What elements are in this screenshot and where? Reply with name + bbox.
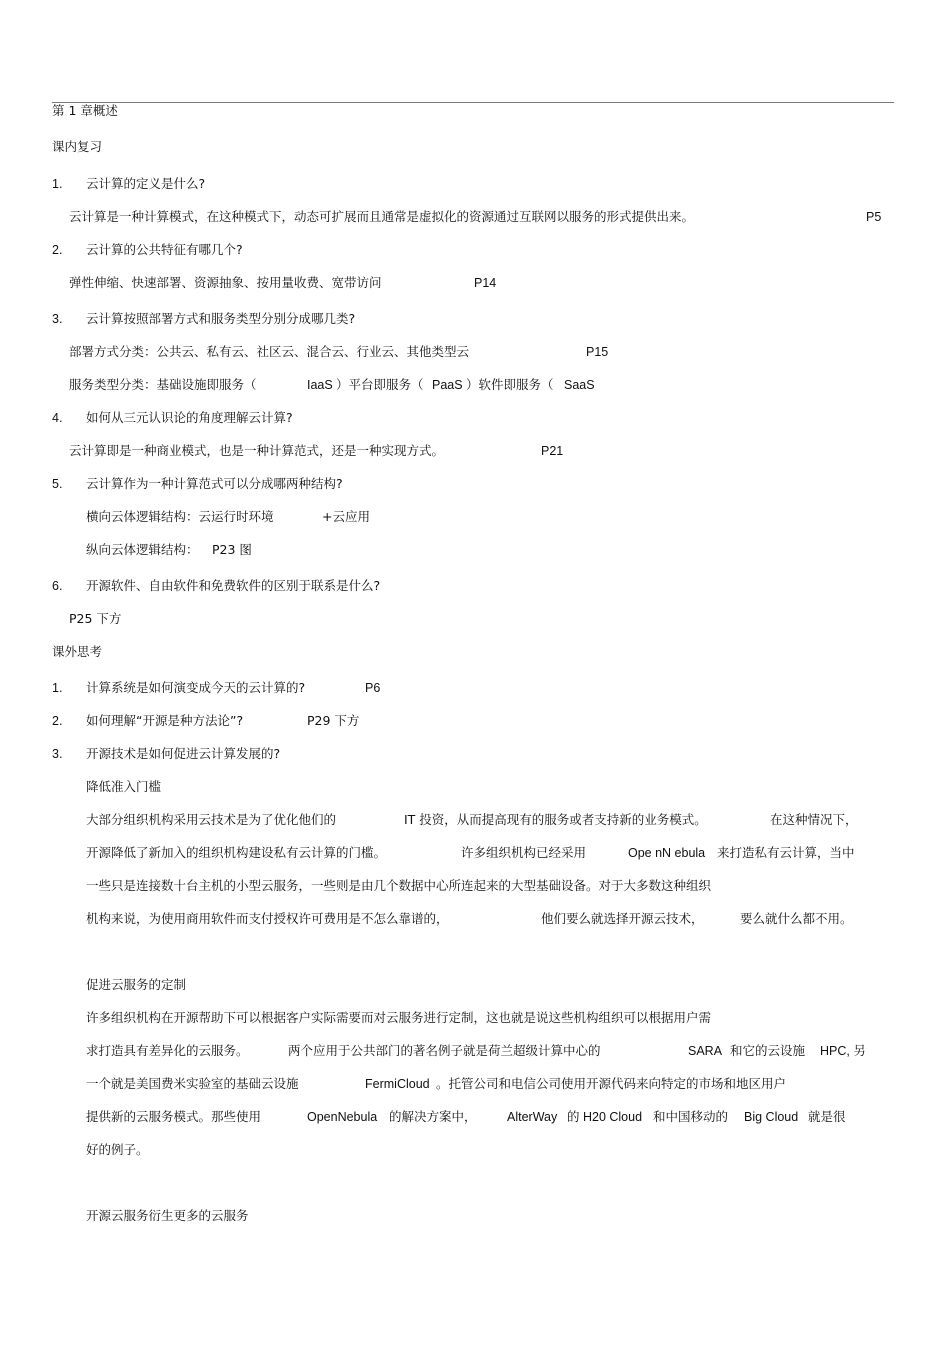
page-reference: P14 (474, 276, 497, 290)
question-text: 云计算的定义是什么? (86, 176, 206, 191)
paragraph-text: 来打造私有云计算，当中 (717, 845, 855, 860)
section-heading-extra: 课外思考 (52, 644, 103, 659)
paragraph-text: 提供新的云服务模式。那些使用 (86, 1109, 262, 1124)
paragraph-text: 许多组织机构已经采用 (461, 845, 587, 860)
term-alterway: AlterWay (507, 1110, 558, 1124)
subheading: 降低准入门槛 (86, 779, 162, 794)
term-sara: SARA (688, 1044, 723, 1058)
question-number: 5. (52, 477, 63, 491)
answer-text: 部署方式分类：公共云、私有云、社区云、混合云、行业云、其他类型云 (69, 344, 470, 359)
term-big-cloud: Big Cloud (744, 1110, 799, 1124)
paragraph-text: 大部分组织机构采用云技术是为了优化他们的 (86, 812, 337, 827)
subheading: 开源云服务衍生更多的云服务 (86, 1208, 249, 1223)
term-paas: PaaS (432, 378, 463, 392)
answer-text: 横向云体逻辑结构：云运行时环境 (86, 509, 274, 524)
page-reference: P23 图 (212, 542, 252, 557)
answer-text: +云应用 (322, 509, 370, 524)
term-fermicloud: FermiCloud (365, 1077, 430, 1091)
answer-text: 纵向云体逻辑结构： (86, 542, 199, 557)
answer-text: 服务类型分类：基础设施即服务（ (69, 377, 257, 392)
paragraph-text: 一些只是连接数十台主机的小型云服务，一些则是由几个数据中心所连起来的大型基础设备。对于大多数这种组织 (86, 878, 712, 893)
term-h20-cloud: 的 H20 Cloud (567, 1110, 643, 1124)
question-text: 开源技术是如何促进云计算发展的? (86, 746, 281, 761)
page-reference: P5 (866, 210, 882, 224)
page-reference: P15 (586, 345, 609, 359)
question-number: 6. (52, 579, 63, 593)
term-saas: SaaS (564, 378, 595, 392)
header-rule (52, 102, 894, 103)
paragraph-text: IT 投资，从而提高现有的服务或者支持新的业务模式。 (404, 812, 707, 827)
term-opennebula: OpenNebula (307, 1110, 378, 1124)
subheading: 促进云服务的定制 (86, 977, 187, 992)
paragraph-text: 一个就是美国费米实验室的基础云设施 (86, 1076, 299, 1091)
term-iaas: IaaS (307, 378, 333, 392)
chapter-title: 第 1 章概述 (52, 103, 118, 118)
page-reference: P6 (365, 681, 381, 695)
question-number: 1. (52, 177, 63, 191)
paragraph-text: 他们要么就选择开源云技术， (541, 911, 704, 926)
question-text: 如何从三元认识论的角度理解云计算? (86, 410, 293, 425)
page-reference: P29 下方 (307, 713, 360, 728)
question-text: 开源软件、自由软件和免费软件的区别于联系是什么? (86, 578, 381, 593)
term-opennebula: Ope nN ebula (628, 846, 706, 860)
question-text: 云计算作为一种计算范式可以分成哪两种结构? (86, 476, 343, 491)
question-text: 云计算按照部署方式和服务类型分别分成哪几类? (86, 311, 356, 326)
page-reference: P25 下方 (69, 611, 122, 626)
section-heading-review: 课内复习 (52, 139, 103, 154)
paragraph-text: 好的例子。 (86, 1142, 149, 1157)
paragraph-text: 要么就什么都不用。 (740, 911, 853, 926)
paragraph-text: 就是很 (808, 1109, 846, 1124)
question-number: 4. (52, 411, 63, 425)
answer-text: 弹性伸缩、快速部署、资源抽象、按用量收费、宽带访问 (69, 275, 382, 290)
answer-text: ）平台即服务（ (336, 377, 424, 392)
question-text: 如何理解“开源是种方法论”? (86, 713, 244, 728)
term-hpc: HPC, 另 (820, 1044, 866, 1058)
question-number: 1. (52, 681, 63, 695)
answer-text: 云计算是一种计算模式，在这种模式下，动态可扩展而且通常是虚拟化的资源通过互联网以服务的形式提供出来。 (69, 209, 695, 224)
question-number: 2. (52, 243, 63, 257)
paragraph-text: 和它的云设施 (730, 1043, 806, 1058)
question-text: 计算系统是如何演变成今天的云计算的? (86, 680, 306, 695)
paragraph-text: 许多组织机构在开源帮助下可以根据客户实际需要而对云服务进行定制，这也就是说这些机构组织可以根据用户需 (86, 1010, 712, 1025)
answer-text: ）软件即服务（ (466, 377, 554, 392)
page-reference: P21 (541, 444, 564, 458)
paragraph-text: 和中国移动的 (653, 1109, 729, 1124)
paragraph-text: 机构来说，为使用商用软件而支付授权许可费用是不怎么靠谱的， (86, 911, 449, 926)
paragraph-text: 。托管公司和电信公司使用开源代码来向特定的市场和地区用户 (436, 1076, 787, 1091)
paragraph-text: 两个应用于公共部门的著名例子就是荷兰超级计算中心的 (288, 1043, 601, 1058)
paragraph-text: 在这种情况下， (770, 812, 858, 827)
question-text: 云计算的公共特征有哪几个? (86, 242, 243, 257)
paragraph-text: 开源降低了新加入的组织机构建设私有云计算的门槛。 (86, 845, 387, 860)
question-number: 3. (52, 747, 63, 761)
paragraph-text: 求打造具有差异化的云服务。 (86, 1043, 249, 1058)
answer-text: 云计算即是一种商业模式，也是一种计算范式，还是一种实现方式。 (69, 443, 445, 458)
question-number: 2. (52, 714, 63, 728)
paragraph-text: 的解决方案中， (389, 1109, 477, 1124)
question-number: 3. (52, 312, 63, 326)
